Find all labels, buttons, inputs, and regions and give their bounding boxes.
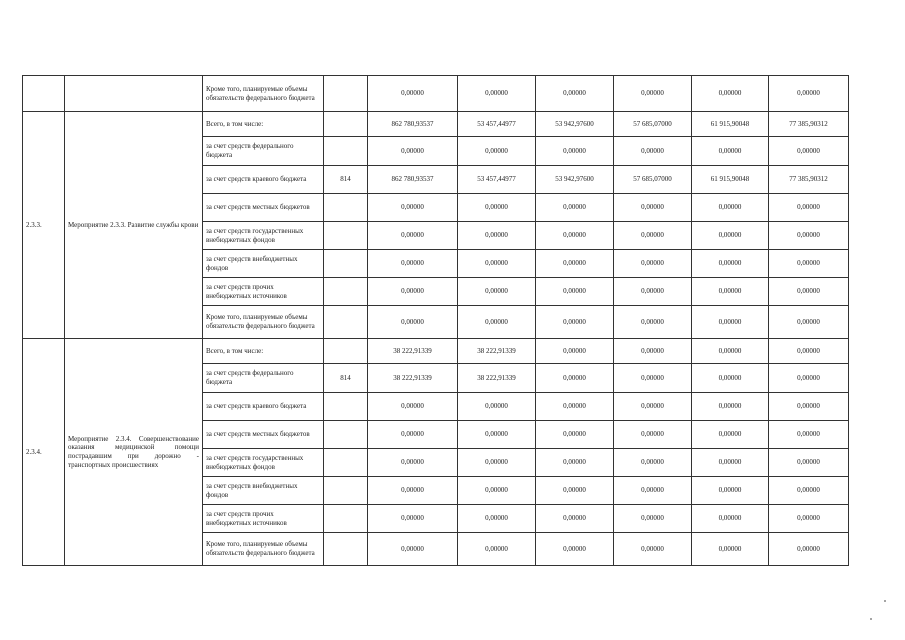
amount-cell: 0,00000 bbox=[614, 449, 692, 477]
amount-cell: 0,00000 bbox=[536, 393, 614, 421]
amount-cell: 0,00000 bbox=[458, 76, 536, 112]
amount-cell: 0,00000 bbox=[458, 306, 536, 339]
amount-cell: 0,00000 bbox=[368, 477, 458, 505]
amount-cell: 0,00000 bbox=[458, 222, 536, 250]
amount-cell: 0,00000 bbox=[692, 306, 769, 339]
amount-cell: 0,00000 bbox=[692, 250, 769, 278]
amount-cell: 61 915,90048 bbox=[692, 112, 769, 137]
grbs-cell bbox=[324, 449, 368, 477]
amount-cell: 0,00000 bbox=[692, 194, 769, 222]
amount-cell: 0,00000 bbox=[536, 306, 614, 339]
amount-cell: 0,00000 bbox=[458, 393, 536, 421]
grbs-cell bbox=[324, 222, 368, 250]
amount-cell: 0,00000 bbox=[368, 505, 458, 533]
funding-source-label: за счет средств краевого бюджета bbox=[203, 393, 324, 421]
amount-cell: 53 457,44977 bbox=[458, 112, 536, 137]
amount-cell: 0,00000 bbox=[458, 449, 536, 477]
amount-cell: 0,00000 bbox=[458, 278, 536, 306]
table-row bbox=[23, 76, 849, 112]
amount-cell: 38 222,91339 bbox=[368, 364, 458, 393]
amount-cell: 0,00000 bbox=[769, 393, 849, 421]
amount-cell: 0,00000 bbox=[769, 477, 849, 505]
measure-description: Мероприятие 2.3.4. Совершенствование оказания медицинской помощи пострадавшим при дорожно - транспортных происшествиях bbox=[65, 339, 203, 566]
grbs-cell bbox=[324, 393, 368, 421]
amount-cell: 0,00000 bbox=[614, 364, 692, 393]
amount-cell: 0,00000 bbox=[536, 505, 614, 533]
amount-cell: 0,00000 bbox=[368, 421, 458, 449]
amount-cell: 77 385,90312 bbox=[769, 112, 849, 137]
amount-cell: 0,00000 bbox=[458, 421, 536, 449]
amount-cell: 0,00000 bbox=[458, 533, 536, 566]
scan-speck bbox=[884, 600, 886, 602]
description-cell bbox=[65, 76, 203, 112]
measure-code: 2.3.4. bbox=[23, 339, 65, 566]
amount-cell: 0,00000 bbox=[614, 306, 692, 339]
amount-cell: 0,00000 bbox=[692, 449, 769, 477]
amount-cell: 0,00000 bbox=[536, 421, 614, 449]
funding-source-label: за счет средств внебюджетных фондов bbox=[203, 477, 324, 505]
amount-cell: 0,00000 bbox=[692, 222, 769, 250]
grbs-cell bbox=[324, 278, 368, 306]
amount-cell: 0,00000 bbox=[769, 76, 849, 112]
amount-cell: 0,00000 bbox=[692, 477, 769, 505]
funding-source-label: Кроме того, планируемые объемы обязательств федерального бюджета bbox=[203, 76, 324, 112]
amount-cell: 0,00000 bbox=[769, 339, 849, 364]
funding-source-label: Всего, в том числе: bbox=[203, 112, 324, 137]
amount-cell: 0,00000 bbox=[769, 364, 849, 393]
amount-cell: 0,00000 bbox=[692, 278, 769, 306]
funding-source-label: за счет средств прочих внебюджетных источников bbox=[203, 505, 324, 533]
amount-cell: 0,00000 bbox=[536, 533, 614, 566]
amount-cell: 38 222,91339 bbox=[458, 364, 536, 393]
funding-source-label: Всего, в том числе: bbox=[203, 339, 324, 364]
amount-cell: 0,00000 bbox=[769, 533, 849, 566]
amount-cell: 862 780,93537 bbox=[368, 112, 458, 137]
amount-cell: 0,00000 bbox=[614, 393, 692, 421]
amount-cell: 0,00000 bbox=[536, 477, 614, 505]
amount-cell: 0,00000 bbox=[614, 339, 692, 364]
amount-cell: 0,00000 bbox=[536, 278, 614, 306]
funding-source-label: за счет средств местных бюджетов bbox=[203, 421, 324, 449]
amount-cell: 0,00000 bbox=[536, 222, 614, 250]
amount-cell: 0,00000 bbox=[368, 393, 458, 421]
amount-cell: 0,00000 bbox=[536, 137, 614, 166]
amount-cell: 0,00000 bbox=[692, 339, 769, 364]
amount-cell: 0,00000 bbox=[692, 393, 769, 421]
amount-cell: 0,00000 bbox=[769, 278, 849, 306]
amount-cell: 0,00000 bbox=[458, 250, 536, 278]
amount-cell: 53 942,97600 bbox=[536, 112, 614, 137]
amount-cell: 0,00000 bbox=[368, 278, 458, 306]
amount-cell: 38 222,91339 bbox=[368, 339, 458, 364]
amount-cell: 0,00000 bbox=[769, 306, 849, 339]
amount-cell: 38 222,91339 bbox=[458, 339, 536, 364]
amount-cell: 0,00000 bbox=[614, 194, 692, 222]
grbs-cell bbox=[324, 137, 368, 166]
amount-cell: 0,00000 bbox=[692, 533, 769, 566]
amount-cell: 0,00000 bbox=[769, 449, 849, 477]
grbs-cell bbox=[324, 477, 368, 505]
amount-cell: 0,00000 bbox=[368, 76, 458, 112]
funding-source-label: за счет средств федерального бюджета bbox=[203, 364, 324, 393]
amount-cell: 0,00000 bbox=[769, 222, 849, 250]
amount-cell: 0,00000 bbox=[536, 449, 614, 477]
budget-table bbox=[22, 75, 849, 566]
amount-cell: 0,00000 bbox=[368, 194, 458, 222]
amount-cell: 0,00000 bbox=[614, 76, 692, 112]
amount-cell: 0,00000 bbox=[769, 250, 849, 278]
amount-cell: 0,00000 bbox=[614, 477, 692, 505]
amount-cell: 0,00000 bbox=[769, 421, 849, 449]
amount-cell: 0,00000 bbox=[458, 477, 536, 505]
amount-cell: 0,00000 bbox=[536, 194, 614, 222]
amount-cell: 0,00000 bbox=[458, 505, 536, 533]
funding-source-label: за счет средств федерального бюджета bbox=[203, 137, 324, 166]
amount-cell: 0,00000 bbox=[368, 533, 458, 566]
amount-cell: 0,00000 bbox=[614, 505, 692, 533]
grbs-cell bbox=[324, 339, 368, 364]
amount-cell: 0,00000 bbox=[692, 505, 769, 533]
grbs-cell: 814 bbox=[324, 364, 368, 393]
grbs-cell bbox=[324, 533, 368, 566]
funding-source-label: Кроме того, планируемые объемы обязательств федерального бюджета bbox=[203, 533, 324, 566]
amount-cell: 0,00000 bbox=[458, 137, 536, 166]
measure-code: 2.3.3. bbox=[23, 112, 65, 339]
grbs-cell bbox=[324, 421, 368, 449]
amount-cell: 862 780,93537 bbox=[368, 166, 458, 194]
amount-cell: 0,00000 bbox=[769, 194, 849, 222]
grbs-cell bbox=[324, 76, 368, 112]
grbs-cell bbox=[324, 306, 368, 339]
grbs-cell bbox=[324, 505, 368, 533]
amount-cell: 0,00000 bbox=[692, 137, 769, 166]
amount-cell: 0,00000 bbox=[692, 364, 769, 393]
amount-cell: 0,00000 bbox=[614, 533, 692, 566]
amount-cell: 53 457,44977 bbox=[458, 166, 536, 194]
amount-cell: 0,00000 bbox=[769, 137, 849, 166]
amount-cell: 0,00000 bbox=[458, 194, 536, 222]
code-cell bbox=[23, 76, 65, 112]
grbs-cell bbox=[324, 112, 368, 137]
amount-cell: 53 942,97600 bbox=[536, 166, 614, 194]
amount-cell: 0,00000 bbox=[536, 339, 614, 364]
amount-cell: 0,00000 bbox=[368, 250, 458, 278]
amount-cell: 61 915,90048 bbox=[692, 166, 769, 194]
amount-cell: 0,00000 bbox=[536, 250, 614, 278]
measure-description: Мероприятие 2.3.3. Развитие службы крови bbox=[65, 112, 203, 339]
amount-cell: 0,00000 bbox=[536, 76, 614, 112]
amount-cell: 0,00000 bbox=[769, 505, 849, 533]
amount-cell: 0,00000 bbox=[614, 421, 692, 449]
amount-cell: 0,00000 bbox=[368, 449, 458, 477]
table-row bbox=[23, 112, 849, 137]
funding-source-label: за счет средств краевого бюджета bbox=[203, 166, 324, 194]
amount-cell: 0,00000 bbox=[368, 306, 458, 339]
amount-cell: 0,00000 bbox=[692, 421, 769, 449]
budget-table-body bbox=[23, 76, 849, 566]
funding-source-label: за счет средств местных бюджетов bbox=[203, 194, 324, 222]
grbs-cell bbox=[324, 250, 368, 278]
amount-cell: 0,00000 bbox=[536, 364, 614, 393]
funding-source-label: за счет средств прочих внебюджетных источников bbox=[203, 278, 324, 306]
amount-cell: 0,00000 bbox=[368, 137, 458, 166]
funding-source-label: за счет средств внебюджетных фондов bbox=[203, 250, 324, 278]
amount-cell: 57 685,07000 bbox=[614, 112, 692, 137]
funding-source-label: Кроме того, планируемые объемы обязательств федерального бюджета bbox=[203, 306, 324, 339]
amount-cell: 77 385,90312 bbox=[769, 166, 849, 194]
funding-source-label: за счет средств государственных внебюджетных фондов bbox=[203, 449, 324, 477]
amount-cell: 0,00000 bbox=[614, 222, 692, 250]
grbs-cell bbox=[324, 194, 368, 222]
amount-cell: 0,00000 bbox=[614, 278, 692, 306]
amount-cell: 57 685,07000 bbox=[614, 166, 692, 194]
amount-cell: 0,00000 bbox=[368, 222, 458, 250]
table-row bbox=[23, 339, 849, 364]
scan-speck bbox=[870, 618, 872, 620]
amount-cell: 0,00000 bbox=[614, 137, 692, 166]
grbs-cell: 814 bbox=[324, 166, 368, 194]
amount-cell: 0,00000 bbox=[614, 250, 692, 278]
amount-cell: 0,00000 bbox=[692, 76, 769, 112]
funding-source-label: за счет средств государственных внебюджетных фондов bbox=[203, 222, 324, 250]
